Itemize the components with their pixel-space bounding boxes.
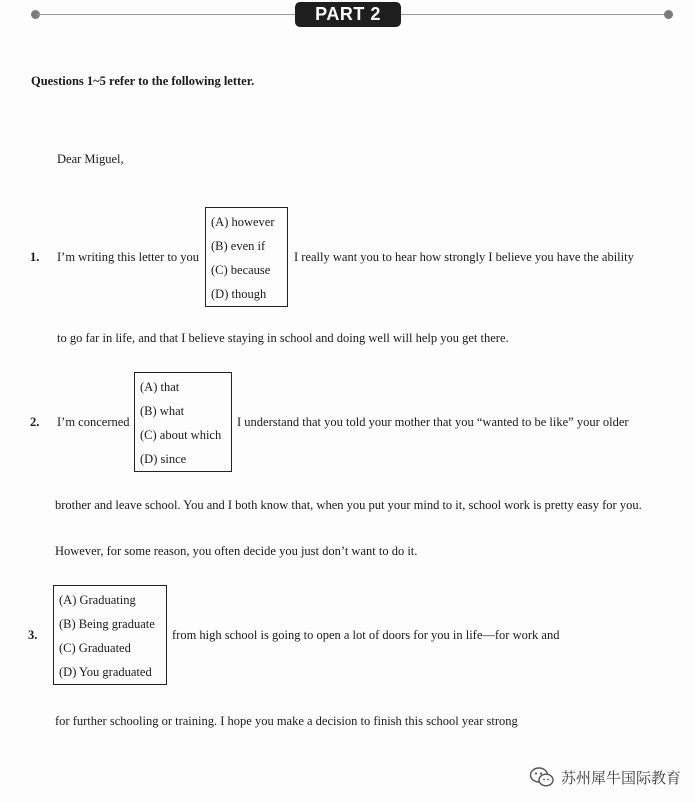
watermark-text: 苏州犀牛国际教育 xyxy=(560,768,681,787)
question-1-options xyxy=(205,207,288,307)
salutation: Dear Miguel, xyxy=(57,152,124,166)
question-3-after: from high school is going to open a lot of doors for you in life—for work and xyxy=(172,628,560,642)
question-1-number: 1. xyxy=(30,250,40,264)
letter-line-after-q2-b: However, for some reason, you often decide you just don’t want to do it. xyxy=(55,544,418,558)
letter-line-after-q2-a: brother and leave school. You and I both know that, when you put your mind to it, school work is pretty easy for you. xyxy=(55,498,642,512)
question-3-option-c[interactable]: (C) Graduated xyxy=(59,641,131,655)
question-1-before: I’m writing this letter to you xyxy=(57,250,199,264)
question-1-option-c[interactable]: (C) because xyxy=(211,263,271,277)
header-right-dot xyxy=(664,10,673,19)
question-2-option-c[interactable]: (C) about which xyxy=(140,428,222,442)
question-3-option-a[interactable]: (A) Graduating xyxy=(59,593,136,607)
watermark xyxy=(529,766,681,788)
question-2-option-a[interactable]: (A) that xyxy=(140,380,180,394)
question-2-number: 2. xyxy=(30,415,40,429)
letter-line-after-q3: for further schooling or training. I hope you make a decision to finish this school year strong xyxy=(55,714,518,728)
letter-line-after-q1: to go far in life, and that I believe staying in school and doing well will help you get there. xyxy=(57,331,509,345)
question-3-option-d[interactable]: (D) You graduated xyxy=(59,665,152,679)
question-1-option-a[interactable]: (A) however xyxy=(211,215,275,229)
wechat-icon xyxy=(529,766,555,788)
question-1-option-b[interactable]: (B) even if xyxy=(211,239,266,253)
question-1-option-d[interactable]: (D) though xyxy=(211,287,267,301)
question-1-after: I really want you to hear how strongly I believe you have the ability xyxy=(294,250,634,264)
header-rule-right xyxy=(401,14,669,15)
question-2-option-d[interactable]: (D) since xyxy=(140,452,187,466)
question-3-number: 3. xyxy=(28,628,38,642)
question-2-after: I understand that you told your mother that you “wanted to be like” your older xyxy=(237,415,629,429)
question-2-options xyxy=(134,372,232,472)
part-badge: PART 2 xyxy=(295,2,401,27)
instructions: Questions 1~5 refer to the following letter. xyxy=(31,74,255,88)
question-3-option-b[interactable]: (B) Being graduate xyxy=(59,617,155,631)
question-3-options xyxy=(53,585,167,685)
header-rule-left xyxy=(36,14,296,15)
question-2-option-b[interactable]: (B) what xyxy=(140,404,185,418)
question-2-before: I’m concerned xyxy=(57,415,130,429)
